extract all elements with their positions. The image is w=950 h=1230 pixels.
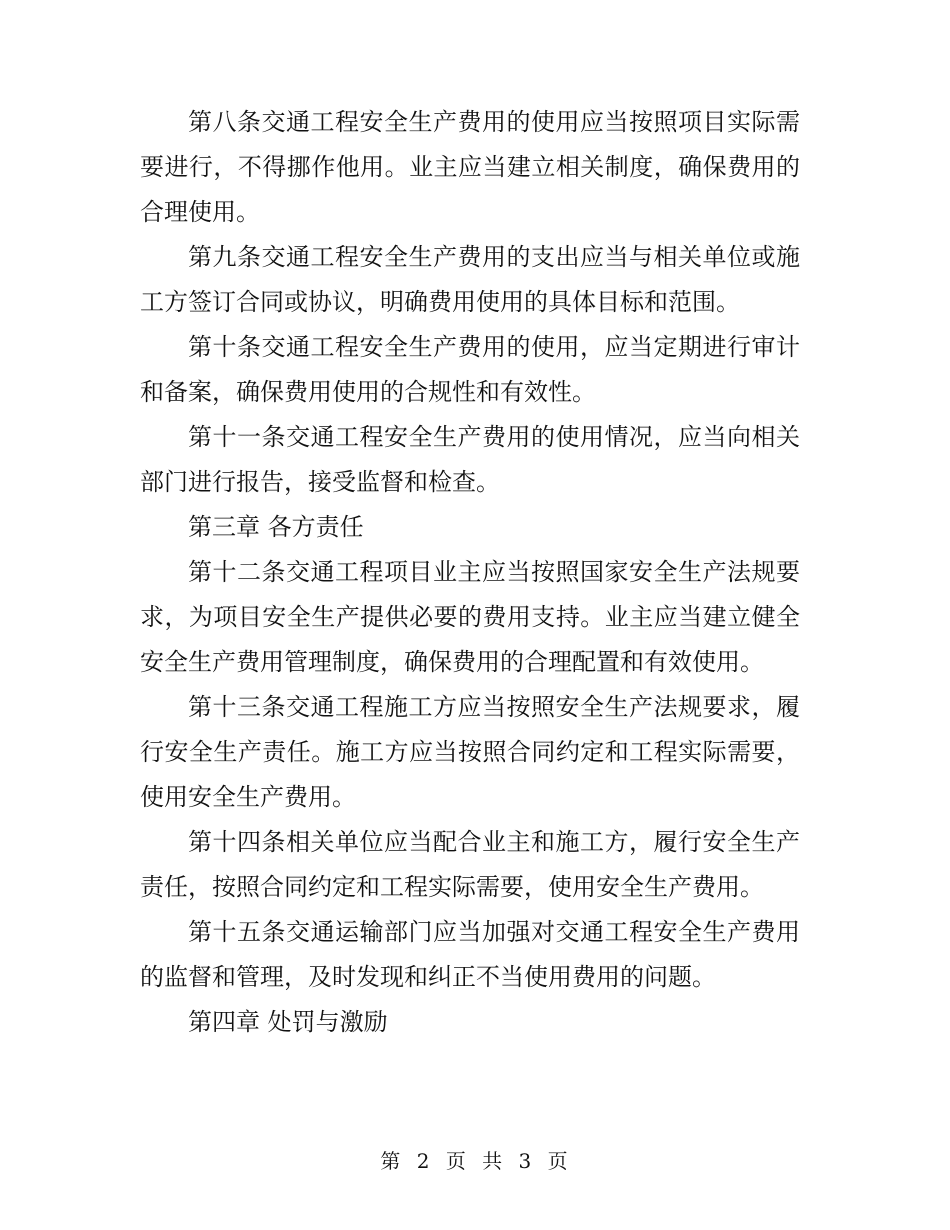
chapter-heading-4: 第四章 处罚与激励	[188, 1008, 388, 1036]
chapter-heading-3: 第三章 各方责任	[188, 513, 364, 541]
paragraph-article-8: 第八条交通工程安全生产费用的使用应当按照项目实际需要进行，不得挪作他用。业主应当建立相关制度，确保费用的合理使用。	[140, 108, 800, 226]
paragraph-article-10: 第十条交通工程安全生产费用的使用，应当定期进行审计和备案，确保费用使用的合规性和有效性。	[140, 333, 800, 406]
page-number-footer: 第 2 页 共 3 页	[380, 1149, 570, 1173]
paragraph-article-12: 第十二条交通工程项目业主应当按照国家安全生产法规要求，为项目安全生产提供必要的费用支持。业主应当建立健全安全生产费用管理制度，确保费用的合理配置和有效使用。	[140, 558, 800, 676]
paragraph-article-11: 第十一条交通工程安全生产费用的使用情况，应当向相关部门进行报告，接受监督和检查。	[140, 423, 800, 496]
paragraph-article-13: 第十三条交通工程施工方应当按照安全生产法规要求，履行安全生产责任。施工方应当按照合同约定和工程实际需要，使用安全生产费用。	[140, 693, 800, 811]
paragraph-article-9: 第九条交通工程安全生产费用的支出应当与相关单位或施工方签订合同或协议，明确费用使用的具体目标和范围。	[140, 243, 800, 316]
paragraph-article-14: 第十四条相关单位应当配合业主和施工方，履行安全生产责任，按照合同约定和工程实际需要，使用安全生产费用。	[140, 828, 800, 901]
paragraph-article-15: 第十五条交通运输部门应当加强对交通工程安全生产费用的监督和管理，及时发现和纠正不当使用费用的问题。	[140, 918, 800, 991]
document-body	[140, 100, 800, 1045]
